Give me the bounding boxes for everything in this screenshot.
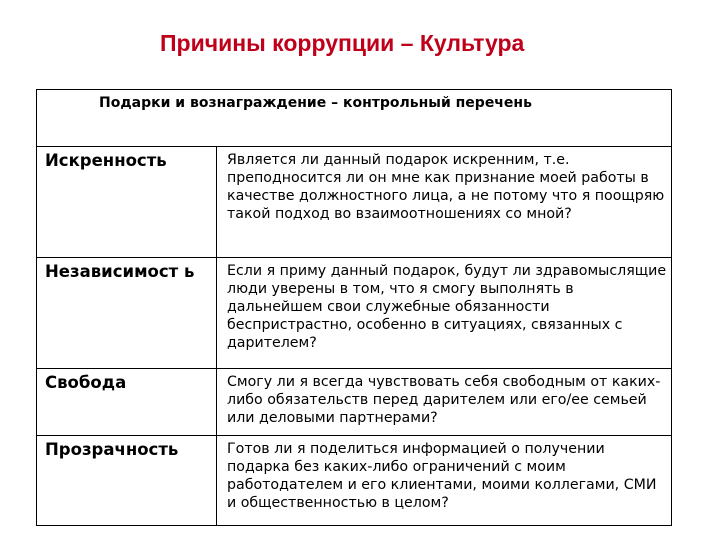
row-key: Независимост ь xyxy=(45,262,195,281)
table-header-text: Подарки и вознаграждение – контрольный перечень xyxy=(99,95,532,111)
slide-title: Причины коррупции – Культура xyxy=(160,30,525,56)
table-row xyxy=(37,369,671,436)
row-value: Смогу ли я всегда чувствовать себя свободным от каких-либо обязательств перед дарителем или его/ее семьей или деловыми партнерами? xyxy=(227,374,661,426)
row-value: Является ли данный подарок искренним, т.е. преподносится ли он мне как признание моей работы в качестве должностного лица, а не потому что я поощряю такой подход во взаимоотношениях со мной? xyxy=(227,152,665,222)
row-key: Свобода xyxy=(45,373,127,392)
row-key: Прозрачность xyxy=(45,440,179,459)
table-row xyxy=(37,436,671,527)
row-key: Искренность xyxy=(45,151,167,170)
row-value: Если я приму данный подарок, будут ли здравомыслящие люди уверены в том, что я смогу выполнять в дальнейшем свои служебные обязанности беспристрастно, особенно в ситуациях, связанных с дарителем? xyxy=(227,263,667,351)
table-row xyxy=(37,147,671,258)
table-row xyxy=(37,258,671,369)
checklist-table xyxy=(36,89,672,526)
table-header xyxy=(37,90,671,147)
row-value: Готов ли я поделиться информацией о получении подарка без каких-либо ограничений с моим работодателем и его клиентами, моими коллегами, СМИ и общественностью в целом? xyxy=(227,441,657,511)
